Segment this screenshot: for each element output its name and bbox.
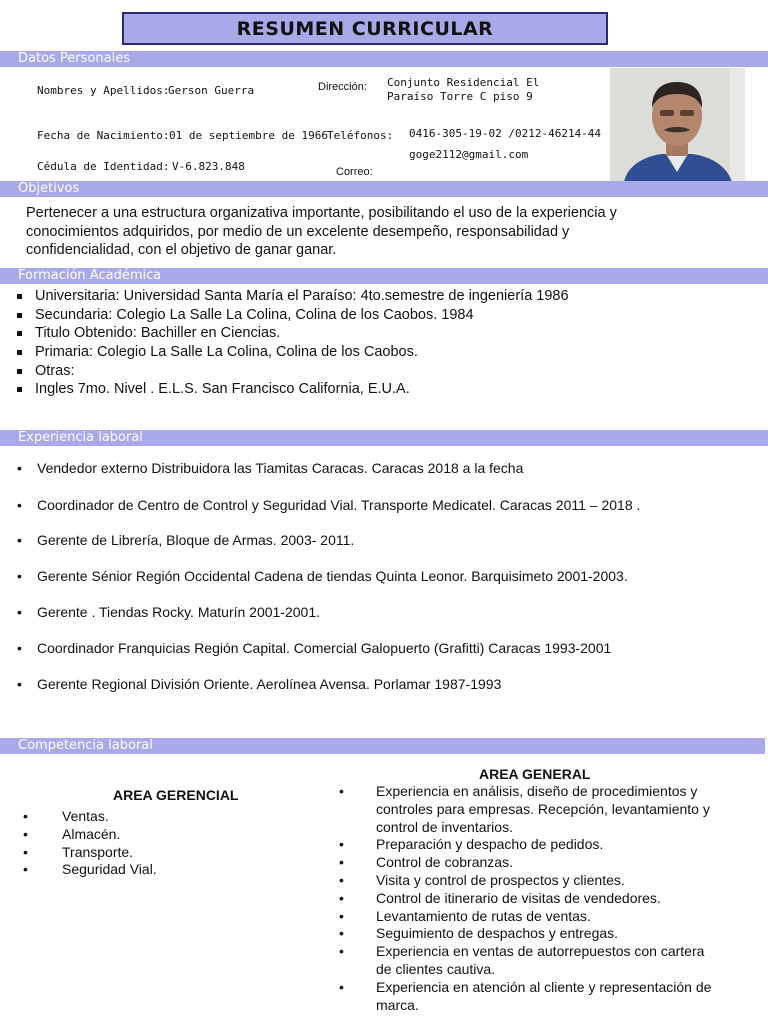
list-item: Otras: bbox=[0, 362, 768, 381]
bullet-icon: • bbox=[23, 825, 28, 842]
bullet-icon: • bbox=[339, 836, 344, 853]
managerial-list bbox=[0, 808, 300, 879]
objectives-line: confidencialidad, con el objetivo de ganar ganar. bbox=[26, 242, 337, 258]
portrait-image bbox=[610, 68, 745, 182]
list-item: • Seguimiento de despachos y entregas. bbox=[339, 925, 619, 942]
bullet-icon: • bbox=[339, 907, 344, 924]
list-item: • Visita y control de prospectos y clientes. bbox=[339, 871, 625, 888]
document-title-box bbox=[122, 12, 608, 45]
square-bullet-icon bbox=[17, 387, 22, 392]
bullet-icon: • bbox=[17, 497, 22, 513]
list-item: Secundaria: Colegio La Salle La Colina, Colina de los Caobos. 1984 bbox=[0, 306, 768, 325]
list-item: Primaria: Colegio La Salle La Colina, Colina de los Caobos. bbox=[0, 343, 768, 362]
bullet-icon: • bbox=[17, 460, 22, 476]
list-item: • Control de itinerario de visitas de vendedores. bbox=[339, 889, 661, 906]
bullet-icon: • bbox=[339, 978, 344, 995]
address-line-2: Paraíso Torre C piso 9 bbox=[387, 90, 533, 103]
bullet-icon: • bbox=[339, 925, 344, 942]
list-item: • Seguridad Vial. bbox=[23, 861, 157, 878]
profile-photo bbox=[610, 68, 745, 182]
list-item: Ingles 7mo. Nivel . E.L.S. San Francisco California, E.U.A. bbox=[0, 380, 768, 399]
square-bullet-icon bbox=[17, 313, 22, 318]
square-bullet-icon bbox=[17, 350, 22, 355]
experience-list: • Vendedor externo Distribuidora las Tiamitas Caracas. Caracas 2018 a la fecha • Coordinador de Centro de Control y Seguridad Vial. Transporte Medicatel. Caracas 2011 – 2018 . • Gerente de Librería, Bloque de Armas. 2003- 2011. • Gerente Sénior Región Occidental Cadena de tiendas Quinta Leonor. Barquisimeto 2001-2003. • Gerente . Tiendas Rocky. Maturín 2001-2001. • Coordinador Franquicias Región Capital. Comercial Galopuerto (Grafitti) Caracas 1993-2001 • Gerente Regional División Oriente. Aerolínea Avensa. Porlamar 1987-1993 bbox=[17, 460, 641, 692]
square-bullet-icon bbox=[17, 294, 22, 299]
bullet-icon: • bbox=[339, 783, 344, 799]
phones-value: 0416-305-19-02 /0212-46214-44 bbox=[409, 127, 602, 140]
bullet-icon: • bbox=[339, 854, 344, 871]
section-header-education: Formación Académica bbox=[0, 268, 768, 284]
bullet-icon: • bbox=[17, 568, 22, 584]
bullet-icon: • bbox=[339, 889, 344, 906]
section-header-competence: Competencia laboral bbox=[0, 738, 765, 754]
list-item: • Ventas. bbox=[23, 808, 109, 824]
list-item: • Preparación y despacho de pedidos. bbox=[339, 836, 604, 853]
section-header-experience: Experiencia laboral bbox=[0, 430, 768, 446]
list-item: Universitaria: Universidad Santa María el Paraíso: 4to.semestre de ingeniería 1986 bbox=[0, 287, 768, 306]
bullet-icon: • bbox=[17, 676, 22, 692]
objectives-paragraph bbox=[26, 204, 756, 260]
general-area-title: AREA GENERAL bbox=[479, 766, 591, 782]
bullet-icon: • bbox=[23, 843, 28, 860]
list-item: • Transporte. bbox=[23, 843, 134, 860]
email-value: goge2112@gmail.com bbox=[409, 148, 529, 161]
bullet-icon: • bbox=[17, 604, 22, 620]
section-header-objectives: Objetivos bbox=[0, 181, 768, 197]
list-item: • Almacén. bbox=[23, 825, 121, 842]
managerial-area-title: AREA GERENCIAL bbox=[113, 787, 239, 803]
email-label: Correo: bbox=[336, 166, 373, 178]
phones-label: Teléfonos: bbox=[327, 129, 394, 142]
bullet-icon: • bbox=[17, 532, 22, 548]
square-bullet-icon bbox=[17, 331, 22, 336]
section-header-personal: Datos Personales bbox=[0, 51, 768, 67]
document-title: RESUMEN CURRICULAR bbox=[236, 17, 494, 40]
list-item: Titulo Obtenido: Bachiller en Ciencias. bbox=[0, 324, 768, 343]
bullet-icon: • bbox=[23, 808, 28, 824]
education-list bbox=[0, 287, 768, 399]
bullet-icon: • bbox=[339, 871, 344, 888]
list-item: • Levantamiento de rutas de ventas. bbox=[339, 907, 591, 924]
bullet-icon: • bbox=[17, 640, 22, 656]
objectives-line: Pertenecer a una estructura organizativa importante, posibilitando el uso de la experiencia y bbox=[26, 205, 617, 221]
square-bullet-icon bbox=[17, 369, 22, 374]
birth-label: Fecha de Nacimiento: bbox=[37, 129, 170, 142]
objectives-line: conocimientos adquiridos, por medio de un excelente desempeño, responsabilidad y bbox=[26, 223, 570, 240]
id-value: V-6.823.848 bbox=[172, 160, 245, 173]
name-label: Nombres y Apellidos: bbox=[37, 84, 170, 97]
birth-value: 01 de septiembre de 1966 bbox=[169, 129, 328, 142]
list-item: • Experiencia en atención al cliente y representación de marca. bbox=[339, 978, 712, 1013]
address-line-1: Conjunto Residencial El bbox=[387, 76, 540, 89]
id-label: Cédula de Identidad: bbox=[37, 160, 170, 173]
list-item: • Control de cobranzas. bbox=[339, 854, 513, 871]
bullet-icon: • bbox=[23, 861, 28, 878]
bullet-icon: • bbox=[339, 943, 344, 960]
general-list bbox=[336, 783, 766, 1014]
list-item: • Experiencia en ventas de autorrepuestos con cartera de clientes cautiva. bbox=[339, 943, 705, 977]
list-item: • Experiencia en análisis, diseño de procedimientos y controles para empresas. Recepción, levantamiento y control de inventarios. bbox=[339, 783, 710, 835]
address-label: Dirección: bbox=[318, 81, 367, 93]
name-value: Gerson Guerra bbox=[168, 84, 255, 97]
